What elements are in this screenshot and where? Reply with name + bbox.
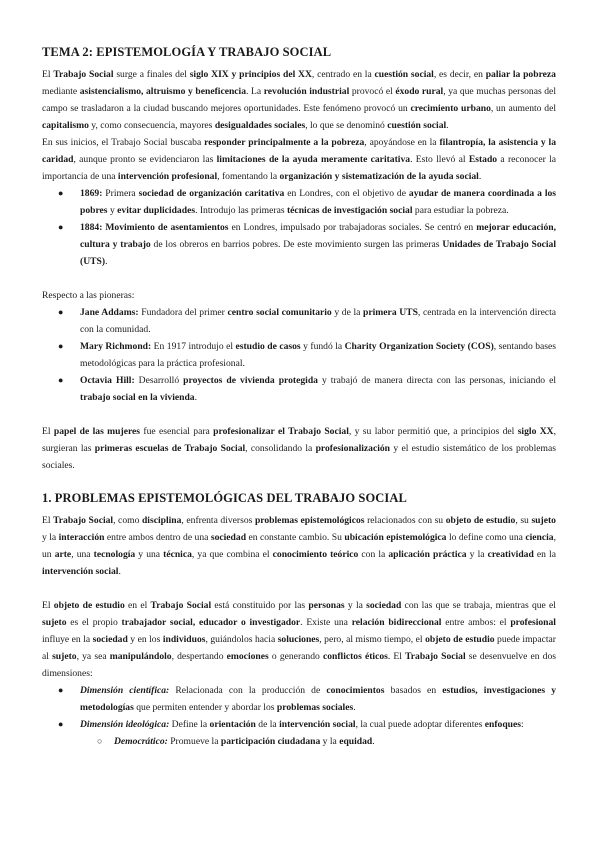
bullet-text: 1869: Primera sociedad de organización caritativa en Londres, con el objetivo de ayudar de manera coordinada a los pobres y evitar duplicidades. Introdujo las primeras técnicas de investigación social para estudiar la pobreza. — [80, 188, 557, 216]
bullet-icon: ● — [58, 188, 64, 198]
bullet-text: Democrático: Promueve la participación ciudadana y la equidad. — [114, 736, 375, 747]
bullet-text: Octavia Hill: Desarrolló proyectos de vivienda protegida y trabajó de manera directa con las personas, iniciando el trabajo social en la vivienda. — [80, 375, 556, 403]
bullet-text: Mary Richmond: En 1917 introdujo el estudio de casos y fundó la Charity Organization Society (COS), sentando bases metodológicas para la práctica profesional. — [80, 341, 556, 369]
pioneer-mary-richmond — [42, 338, 556, 372]
bullet-text: 1884: Movimiento de asentamientos en Londres, impulsado por trabajadoras sociales. Se centró en mejorar educación, cultura y trabajo de los obreros en barrios pobres. De este movimiento surgen las primeras Unidades de Trabajo Social (UTS). — [80, 222, 557, 267]
sub-dimensions-list — [42, 733, 556, 750]
pioneer-jane-addams — [42, 304, 556, 338]
paragraph-origins: El Trabajo Social surge a finales del siglo XIX y principios del XX, centrado en la cuestión social, es decir, en paliar la pobreza mediante asistencialismo, altruismo y beneficencia. La revolución industrial provocó el éxodo rural, ya que muchas personas del campo se trasladaron a la ciudad buscando mejores oportunidades. Este fenómeno provocó un crecimiento urbano, un aumento del capitalismo y, como consecuencia, mayores desigualdades sociales, lo que se denominó cuestión social. — [42, 69, 556, 131]
bullet-text: Jane Addams: Fundadora del primer centro social comunitario y de la primera UTS, centrada en la intervención directa con la comunidad. — [80, 307, 557, 335]
sub-dimension-democratic — [42, 733, 556, 750]
dimension-scientific — [42, 682, 556, 716]
paragraph-beginnings: En sus inicios, el Trabajo Social buscaba responder principalmente a la pobreza, apoyándose en la filantropía, la asistencia y la caridad, aunque pronto se evidenciaron las limitaciones de la ayuda meramente caritativa. Esto llevó al Estado a reconocer la importancia de una intervención profesional, fomentando la organización y sistematización de la ayuda social. — [42, 137, 557, 182]
pioneers-intro: Respecto a las pioneras: — [42, 290, 135, 301]
bullet-icon: ● — [58, 375, 64, 385]
paragraph-women-role: El papel de las mujeres fue esencial para profesionalizar el Trabajo Social, y su labor permitió que, a principios del siglo XX, surgieran las primeras escuelas de Trabajo Social, consolidando la profesionalización y el estudio sistemático de los problemas sociales. — [42, 426, 556, 471]
hollow-bullet-icon: ○ — [97, 736, 103, 746]
paragraph-discipline: El Trabajo Social, como disciplina, enfrenta diversos problemas epistemológicos relacionados con su objeto de estudio, su sujeto y la interacción entre ambos dentro de una sociedad en constante cambio. Su ubicación epistemológica lo define como una ciencia, un arte, una tecnología y una técnica, ya que combina el conocimiento teórico con la aplicación práctica y la creatividad en la intervención social. — [42, 515, 557, 577]
pioneer-octavia-hill — [42, 372, 556, 406]
bullet-icon: ● — [58, 222, 64, 232]
history-bullet-list — [42, 185, 556, 270]
bullet-icon: ● — [58, 719, 64, 729]
history-bullet-1884 — [42, 219, 556, 270]
bullet-text: Dimensión ideológica: Define la orientación de la intervención social, la cual puede adoptar diferentes enfoques: — [80, 719, 524, 730]
bullet-icon: ● — [58, 307, 64, 317]
dimension-ideological — [42, 716, 556, 733]
dimensions-bullet-list — [42, 682, 556, 733]
spacer — [42, 406, 556, 423]
pioneers-bullet-list — [42, 304, 556, 406]
document-content — [42, 45, 556, 750]
bullet-icon: ● — [58, 341, 64, 351]
bullet-icon: ● — [58, 685, 64, 695]
spacer — [42, 270, 556, 287]
section-title-problemas: 1. PROBLEMAS EPISTEMOLÓGICAS DEL TRABAJO SOCIAL — [42, 491, 407, 505]
spacer — [42, 580, 556, 597]
section-title-tema2: TEMA 2: EPISTEMOLOGÍA Y TRABAJO SOCIAL — [42, 45, 332, 59]
bullet-text: Dimensión científica: Relacionada con la producción de conocimientos basados en estudios, investigaciones y metodologías que permiten entender y abordar los problemas sociales. — [80, 685, 557, 713]
history-bullet-1869 — [42, 185, 556, 219]
spacer — [42, 474, 556, 491]
paragraph-object-of-study: El objeto de estudio en el Trabajo Social está constituido por las personas y la sociedad con las que se trabaja, mientras que el sujeto es el propio trabajador social, educador o investigador. Existe una relación bidireccional entre ambos: el profesional influye en la sociedad y en los individuos, guiándolos hacia soluciones, pero, al mismo tiempo, el objeto de estudio puede impactar al sujeto, ya sea manipulándolo, despertando emociones o generando conflictos éticos. El Trabajo Social se desenvuelve en dos dimensiones: — [42, 600, 556, 679]
